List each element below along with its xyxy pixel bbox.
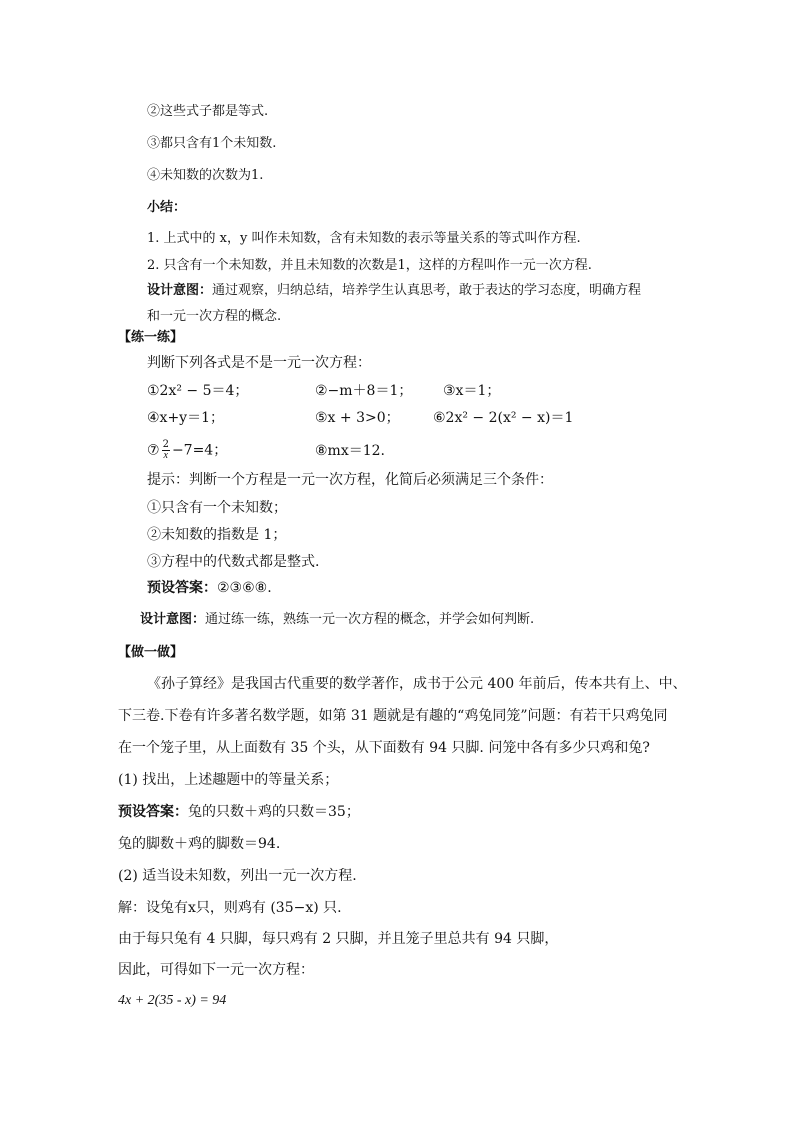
practice-design-intent	[140, 612, 534, 628]
practice-item-3: ③x＝1；	[443, 383, 501, 399]
practice-item-1: ①2x² − 5＝4；	[147, 383, 249, 399]
doit-answer-2: 兔的脚数＋鸡的脚数＝94.	[118, 836, 281, 852]
item-7-marker: ⑦	[147, 442, 160, 459]
condition-3: ③方程中的代数式都是整式.	[147, 554, 320, 570]
doit-answer	[118, 804, 360, 822]
item-7-fraction	[162, 440, 170, 461]
feature-2: ②这些式子都是等式.	[147, 104, 269, 119]
summary-point-2: 2. 只含有一个未知数，并且未知数的次数是1，这样的方程叫作一元一次方程.	[147, 258, 592, 273]
condition-2: ②未知数的指数是 1；	[147, 527, 287, 543]
design-text: 通过观察，归纳总结，培养学生认真思考，敢于表达的学习态度，明确方程	[212, 283, 642, 298]
practice-item-2: ②−m＋8＝1；	[315, 383, 413, 399]
answer-text: 兔的只数＋鸡的只数＝35；	[188, 804, 360, 820]
practice-prompt: 判断下列各式是不是一元一次方程：	[147, 355, 371, 371]
answer-label: 预设答案：	[147, 580, 217, 596]
design-label: 设计意图：	[147, 283, 213, 298]
practice-item-4: ④x+y＝1；	[147, 410, 224, 426]
answer-text: ②③⑥⑧.	[217, 580, 272, 596]
item-7-rest: −7=4；	[171, 442, 228, 459]
doit-paragraph-line-2: 下三卷.下卷有许多著名数学题，如第 31 题就是有趣的“鸡兔同笼”问题：有若干只鸡兔同	[118, 708, 668, 724]
practice-heading: 【练一练】	[118, 330, 184, 345]
fraction-denominator: x	[163, 450, 168, 461]
doit-heading: 【做一做】	[118, 645, 184, 660]
summary-point-1: 1. 上式中的 x，y 叫作未知数，含有未知数的表示等量关系的等式叫作方程.	[147, 231, 581, 246]
doit-question-1: (1) 找出，上述趣题中的等量关系；	[118, 772, 339, 788]
practice-answer	[147, 580, 272, 598]
solution-line-2: 由于每只兔有 4 只脚，每只鸡有 2 只脚，并且笼子里总共有 94 只脚，	[118, 931, 559, 947]
feature-4: ④未知数的次数为1.	[147, 168, 264, 183]
design-label: 设计意图：	[140, 612, 206, 627]
doit-question-2: (2) 适当设未知数，列出一元一次方程.	[118, 868, 357, 884]
practice-item-5: ⑤x + 3>0；	[315, 410, 400, 426]
solution-line-3: 因此，可得如下一元一次方程：	[118, 962, 314, 978]
design-text: 通过练一练，熟练一元一次方程的概念，并学会如何判断.	[205, 612, 535, 627]
practice-item-8: ⑧mx＝12.	[315, 443, 385, 459]
practice-item-6: ⑥2x² − 2(x² − x)＝1	[433, 410, 574, 426]
summary-heading: 小结：	[147, 200, 187, 215]
summary-design-intent	[147, 283, 641, 299]
condition-1: ①只含有一个未知数；	[147, 500, 287, 516]
doit-paragraph-line-3: 在一个笼子里，从上面数有 35 个头，从下面数有 94 只脚. 问笼中各有多少只鸡和兔?	[118, 740, 650, 756]
answer-label: 预设答案：	[118, 804, 188, 820]
feature-3: ③都只含有1个未知数.	[147, 136, 277, 151]
practice-hint: 提示：判断一个方程是一元一次方程，化简后必须满足三个条件：	[147, 472, 553, 488]
summary-design-intent-cont: 和一元一次方程的概念.	[147, 309, 282, 324]
doit-paragraph-line-1: 《孙子算经》是我国古代重要的数学著作，成书于公元 400 年前后，传本共有上、中、	[147, 676, 687, 692]
solution-equation: 4x + 2(35 - x) = 94	[118, 993, 227, 1008]
fraction-numerator: 2	[162, 439, 169, 450]
practice-item-7	[147, 440, 227, 461]
solution-line-1: 解：设兔有x只，则鸡有 (35−x) 只.	[118, 900, 342, 916]
